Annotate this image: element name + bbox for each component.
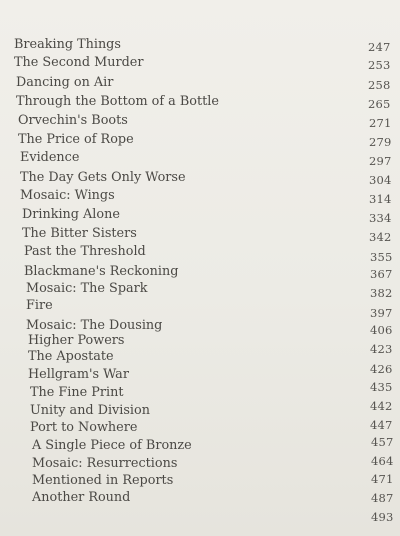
- page-number: 442: [370, 399, 393, 413]
- chapter-title: The Price of Rope: [18, 132, 134, 147]
- chapter-title: Blackmane's Reckoning: [24, 264, 179, 279]
- page-number: 471: [371, 472, 394, 486]
- page-number: 314: [369, 192, 392, 206]
- page-number: 447: [370, 418, 393, 432]
- page-number: 334: [369, 211, 392, 225]
- page-number: 265: [368, 97, 391, 111]
- chapter-title: The Bitter Sisters: [22, 226, 137, 241]
- chapter-title: The Second Murder: [14, 55, 144, 70]
- chapter-title: Drinking Alone: [22, 207, 120, 222]
- page-number: 253: [368, 58, 391, 72]
- chapter-title: The Day Gets Only Worse: [20, 170, 186, 185]
- page-number: 355: [370, 250, 393, 264]
- chapter-title: Mosaic: Resurrections: [32, 456, 178, 471]
- page-number: 423: [370, 342, 393, 356]
- page-number: 397: [370, 306, 393, 320]
- page-number: 258: [368, 78, 391, 92]
- page-number: 406: [370, 323, 393, 337]
- chapter-title: The Fine Print: [30, 385, 124, 400]
- chapter-title: Port to Nowhere: [30, 420, 138, 435]
- page-number: 342: [369, 230, 392, 244]
- chapter-title: Dancing on Air: [16, 75, 114, 90]
- page-number: 279: [369, 135, 392, 149]
- chapter-title: Through the Bottom of a Bottle: [16, 94, 219, 109]
- page-number: 382: [370, 286, 393, 300]
- chapter-title: Mosaic: The Spark: [26, 281, 148, 296]
- chapter-title: The Apostate: [28, 349, 114, 364]
- page-number: 493: [371, 510, 394, 524]
- chapter-title: Past the Threshold: [24, 244, 146, 259]
- page-number: 487: [371, 491, 394, 505]
- page-number: 435: [370, 380, 393, 394]
- page-number: 247: [368, 40, 391, 54]
- page-number: 367: [370, 267, 393, 281]
- page-number: 297: [369, 154, 392, 168]
- chapter-title: Higher Powers: [28, 333, 125, 348]
- page-number: 457: [371, 435, 394, 449]
- chapter-title: Orvechin's Boots: [18, 113, 128, 128]
- chapter-title: Fire: [26, 298, 53, 313]
- page-number: 464: [371, 454, 394, 468]
- chapter-title: Another Round: [32, 490, 131, 505]
- chapter-title: Unity and Division: [30, 403, 150, 418]
- chapter-title: Mosaic: Wings: [20, 188, 115, 203]
- page-number: 426: [370, 362, 393, 376]
- chapter-title: Mosaic: The Dousing: [26, 318, 163, 333]
- chapter-title: Breaking Things: [14, 37, 121, 52]
- chapter-title: Mentioned in Reports: [32, 473, 174, 488]
- page-number: 304: [369, 173, 392, 187]
- page-number: 271: [369, 116, 392, 130]
- chapter-title: Evidence: [20, 150, 80, 165]
- chapter-title: Hellgram's War: [28, 367, 129, 382]
- chapter-title: A Single Piece of Bronze: [32, 438, 192, 453]
